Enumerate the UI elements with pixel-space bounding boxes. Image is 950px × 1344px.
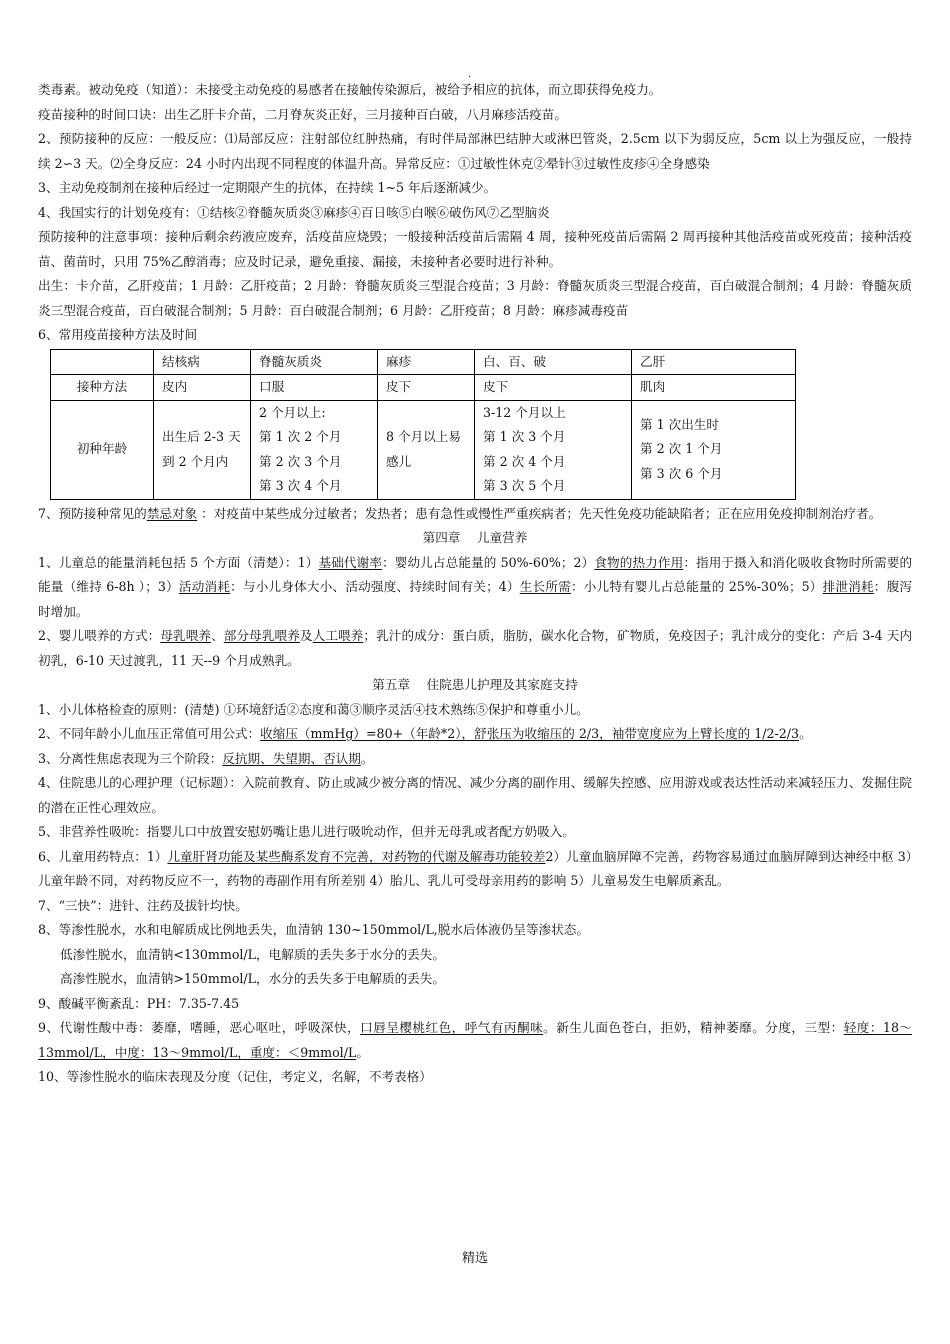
cell-line: 第 1 次 2 个月 <box>259 429 342 444</box>
cell-line: 感儿 <box>386 453 412 469</box>
paragraph <box>38 551 912 625</box>
table-cell: 肌肉 <box>632 375 796 401</box>
paragraph: 2、预防接种的反应：一般反应：⑴局部反应：注射部位红肿热痛，有时伴局部淋巴结肿大或淋巴管炎，2.5cm 以下为弱反应，5cm 以上为强反应，一般持续 2∽3 天。⑵全身反应：24 小时内出现不同程度的体温升高。异常反应：①过敏性休克②晕针③过敏性皮疹④全身感染 <box>38 131 912 171</box>
paragraph: 高渗性脱水，血清钠>150mmol/L，水分的丢失多于电解质的丢失。 <box>60 971 445 986</box>
cell-line: 第 3 次 4 个月 <box>259 478 342 493</box>
cell-line: 第 2 次 3 个月 <box>259 453 342 469</box>
cell-line: 2 个月以上: <box>259 404 326 420</box>
table-cell: 口服 <box>251 375 378 401</box>
paragraph: 出生：卡介苗，乙肝疫苗；1 月龄：乙肝疫苗；2 月龄：脊髓灰质炎三型混合疫苗；3 月龄：脊髓灰质炎三型混合疫苗，百白破混合制剂；4 月龄：脊髓灰质炎三型混合疫苗，百白破混合制剂；5 月龄：百白破混合制剂；6 月龄：乙肝疫苗；8 月龄：麻疹减毒疫苗 <box>38 278 912 318</box>
underlined-term: 母乳喂养 <box>160 628 212 643</box>
paragraph <box>38 845 912 894</box>
table-cell: 白、百、破 <box>475 349 632 375</box>
text-run: ：对疫苗中某些成分过敏者；发热者；患有急性或慢性严重疾病者；先天性免疫功能缺陷者；正在应用免疫抑制剂治疗者。 <box>197 505 882 521</box>
paragraph: 6、常用疫苗接种方法及时间 <box>38 327 198 342</box>
text-run: 。 <box>799 726 812 741</box>
table-cell: 皮内 <box>154 375 251 401</box>
underlined-term: 人工喂养 <box>312 628 364 643</box>
table-cell <box>154 400 251 499</box>
text-run: 2、不同年龄小儿血压正常值可用公式： <box>38 726 261 741</box>
paragraph: 5、非营养性吸吮：指婴儿口中放置安慰奶嘴让患儿进行吸吮动作，但并无母乳或者配方奶吸入。 <box>38 824 575 839</box>
text-run: 、 <box>211 628 224 643</box>
underlined-term: 排泄消耗 <box>822 579 874 594</box>
paragraph: 10、等渗性脱水的临床表现及分度（记住，考定义，名解，不考表格） <box>38 1069 432 1084</box>
document-body <box>38 78 912 1090</box>
table-row <box>51 375 796 401</box>
cell-line: 3-12 个月以上 <box>483 404 566 420</box>
paragraph: 1、小儿体格检查的原则：(清楚) ①环境舒适②态度和蔼③顺序灵活④技术熟练⑤保护和尊重小儿。 <box>38 701 589 717</box>
cell-line: 到 2 个月内 <box>162 453 229 469</box>
text-run: 7、预防接种常见的 <box>38 505 147 521</box>
paragraph <box>38 1016 912 1065</box>
paragraph: 低渗性脱水，血清钠<130mmol/L，电解质的丢失多于水分的丢失。 <box>60 946 445 962</box>
cell-line: 第 1 次出生时 <box>640 416 719 432</box>
table-cell <box>475 400 632 499</box>
text-run: ：与小儿身体大小、活动强度、持续时间有关；4） <box>230 579 520 594</box>
paragraph: 7、“三快”：进针、注药及拔针均快。 <box>38 897 248 913</box>
table-cell: 接种方法 <box>51 375 154 401</box>
text-run: ：小儿特有婴儿占总能量的 25%-30%；5） <box>570 579 823 594</box>
header-mark: . <box>468 69 472 80</box>
text-run: ：腹泻时增加。 <box>38 579 912 619</box>
table-cell: 乙肝 <box>632 349 796 375</box>
underlined-term: 活动消耗 <box>178 579 231 594</box>
text-run: 。 <box>360 750 374 766</box>
underlined-term: 食物的热力作用 <box>594 554 684 570</box>
paragraph: 9、酸碱平衡紊乱：PH：7.35-7.45 <box>38 995 240 1011</box>
underlined-term: 反抗期、失望期、否认期 <box>222 750 361 766</box>
text-run: ：婴幼儿占总能量的 50%-60%；2） <box>382 554 595 570</box>
table-cell <box>251 400 378 499</box>
text-run: 2）儿童血脑屏障不完善，药物容易通过血脑屏障到达神经中枢 3）儿童年龄不同，对药物反应不一，药物的毒副作用有所差别 4）胎儿、乳儿可受母亲用药的影响 5）儿童易发生电解质紊乱。 <box>38 848 913 888</box>
paragraph <box>38 747 912 772</box>
cell-line: 8 个月以上易 <box>386 429 461 444</box>
paragraph: 预防接种的注意事项：接种后剩余药液应废弃，活疫苗应烧毁；一般接种活疫苗后需隔 4 周，接种死疫苗后需隔 2 周再接种其他活疫苗或死疫苗；接种活疫苗、菌苗时，只用 75%乙醇消毒；应及时记录，避免重接、漏接，未接种者必要时进行补种。 <box>38 229 912 269</box>
table-cell: 结核病 <box>154 349 251 375</box>
table-cell <box>51 349 154 375</box>
paragraph <box>38 624 912 673</box>
text-run: 1、儿童总的能量消耗包括 5 个方面（清楚）：1） <box>38 554 319 570</box>
paragraph: 4、住院患儿的心理护理（记标题）：入院前教育、防止或减少被分离的情况、减少分离的副作用、缓解失控感、应用游戏或表达性活动来减轻压力、发掘住院的潜在正性心理效应。 <box>38 775 912 815</box>
text-run: ：指用于摄入和消化吸收食物时所需要的能量（维持 6-8h ）；3） <box>38 554 913 594</box>
vaccine-table <box>50 349 796 500</box>
table-cell: 脊髓灰质炎 <box>251 349 378 375</box>
cell-line: 第 2 次 1 个月 <box>640 441 723 457</box>
paragraph <box>38 722 912 747</box>
table-cell: 皮下 <box>475 375 632 401</box>
paragraph: 8、等渗性脱水，水和电解质成比例地丢失，血清钠 130~150mmol/L,脱水后体液仍呈等渗状态。 <box>38 922 589 937</box>
underlined-term: 轻度：18～13mmol/L，中度：13～9mmol/L，重度：＜9mmol/L <box>38 1020 913 1060</box>
page-footer: 精选 <box>461 1251 488 1266</box>
table-row <box>51 400 796 499</box>
paragraph: 3、主动免疫制剂在接种后经过一定期限产生的抗体，在持续 1~5 年后逐渐减少。 <box>38 180 497 195</box>
cell-line: 第 3 次 6 个月 <box>640 465 723 481</box>
table-cell: 初种年龄 <box>51 400 154 499</box>
underlined-term: 禁忌对象 <box>146 505 198 521</box>
chapter-title: 第四章 儿童营养 <box>422 530 528 545</box>
text-run: 2、婴儿喂养的方式： <box>38 628 161 643</box>
paragraph: 疫苗接种的时间口诀：出生乙肝卡介苗，二月脊灰炎正好，三月接种百白破，八月麻疹活疫苗。 <box>38 106 567 122</box>
paragraph <box>38 502 912 527</box>
underlined-term: 儿童肝肾功能及某些酶系发育不完善，对药物的代谢及解毒功能较差 <box>167 848 546 864</box>
table-cell: 麻疹 <box>378 349 475 375</box>
text-run: ；乳汁的成分：蛋白质，脂肪，碳水化合物，矿物质，免疫因子；乳汁成分的变化：产后 3-4 天内初乳，6-10 天过渡乳，11 天--9 个月成熟乳。 <box>38 628 913 668</box>
text-run: 。 <box>356 1044 369 1060</box>
underlined-term: 基础代谢率 <box>318 554 383 570</box>
text-run: 3、分离性焦虑表现为三个阶段： <box>38 750 223 766</box>
table-cell <box>632 400 796 499</box>
underlined-term: 生长所需 <box>519 579 571 594</box>
table-cell <box>378 400 475 499</box>
table-cell: 皮下 <box>378 375 475 401</box>
underlined-term: 收缩压（mmHg）=80+（年龄*2），舒张压为收缩压的 2/3，袖带宽度应为上臂长度的 1/2-2/3 <box>260 726 800 741</box>
cell-line: 第 3 次 5 个月 <box>483 478 566 493</box>
cell-line: 第 2 次 4 个月 <box>483 453 566 469</box>
cell-line: 第 1 次 3 个月 <box>483 429 566 444</box>
text-run: 6、儿童用药特点：1） <box>38 848 168 864</box>
underlined-term: 口唇呈樱桃红色，呼气有丙酮味 <box>360 1020 544 1035</box>
paragraph: 类毒素。被动免疫（知道）：未接受主动免疫的易感者在接触传染源后，被给予相应的抗体，而立即获得免疫力。 <box>38 82 662 97</box>
table-row <box>51 349 796 375</box>
text-run: 。新生儿面色苍白，拒奶，精神萎靡。分度，三型： <box>543 1020 844 1035</box>
underlined-term: 部分母乳喂养 <box>223 628 300 643</box>
text-run: 及 <box>299 628 313 643</box>
paragraph: 4、我国实行的计划免疫有：①结核②脊髓灰质炎③麻疹④百日咳⑤白喉⑥破伤风⑦乙型脑炎 <box>38 204 550 220</box>
text-run: 9、代谢性酸中毒：萎靡，嗜睡，恶心呕吐，呼吸深快， <box>38 1020 361 1035</box>
chapter-title: 第五章 住院患儿护理及其家庭支持 <box>372 677 578 692</box>
cell-line: 出生后 2-3 天 <box>162 429 241 444</box>
